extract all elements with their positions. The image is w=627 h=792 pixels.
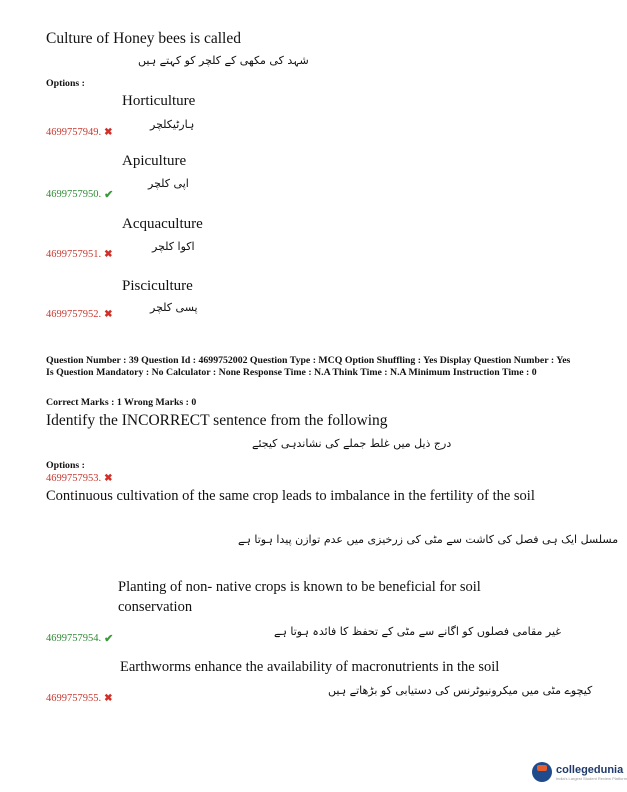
option-text: Pisciculture [122,278,193,294]
marks-info: Correct Marks : 1 Wrong Marks : 0 [46,397,197,408]
option-id-number: 4699757951. [46,249,102,260]
option-id [46,249,113,260]
option-id [46,309,113,320]
question-text: Identify the INCORRECT sentence from the following [46,412,388,429]
option-urdu-text: اپی کلچر [148,177,189,190]
collegedunia-logo[interactable] [532,762,627,782]
options-label: Options : [46,78,85,89]
option-id [46,693,113,704]
option-text: Planting of non- native crops is known to be beneficial for soil conservation [118,579,481,615]
option-id-number: 4699757953. [46,473,102,484]
option-id-number: 4699757955. [46,693,102,704]
option-id [46,188,113,201]
option-text: Earthworms enhance the availability of macronutrients in the soil [120,659,500,675]
option-id-number: 4699757950. [46,189,102,200]
option-urdu-text: پسی کلچر [150,301,198,314]
option-urdu-text: مسلسل ایک ہی فصل کی کاشت سے مٹی کی زرخیزی میں عدم توازن پیدا ہوتا ہے [238,533,619,546]
option-id-number: 4699757954. [46,633,102,644]
wrong-cross-icon: ✖ [104,249,113,260]
question-urdu-text: شہد کی مکھی کے کلچر کو کہتے ہیں [138,54,309,67]
option-text: Horticulture [122,93,196,109]
option-text: Acquaculture [122,216,203,232]
option-urdu-text: اکوا کلچر [152,240,195,253]
question-meta: Question Number : 39 Question Id : 4699752002 Question Type : MCQ Option Shuffling : Yes Display Question Number : Yes Is Question Mandatory : No Calculator : None Response Time : N.A Think Time : N.A Minimum Instruction Time : 0 [46,355,571,378]
option-id [46,127,113,138]
option-id [46,473,113,484]
wrong-cross-icon: ✖ [104,309,113,320]
option-text: Continuous cultivation of the same crop leads to imbalance in the fertility of the soil [46,488,535,504]
correct-check-icon: ✔ [104,633,114,645]
wrong-cross-icon: ✖ [104,693,113,704]
option-urdu-text: ہارٹیکلچر [150,118,195,131]
option-urdu-text: کیچوے مٹی میں میکرونیوٹرنس کی دستیابی کو بڑھاتے ہیں [328,684,593,697]
question-urdu-text: درج ذیل میں غلط جملے کی نشاندہی کیجئے [252,437,452,450]
wrong-cross-icon: ✖ [104,127,113,138]
option-id [46,632,113,645]
wrong-cross-icon: ✖ [104,473,113,484]
option-id-number: 4699757949. [46,127,102,138]
collegedunia-logo-icon [532,762,552,782]
option-id-number: 4699757952. [46,309,102,320]
logo-name: collegedunia [556,763,624,776]
logo-tagline: India's Largest Student Review Platform [556,775,627,781]
correct-check-icon: ✔ [104,189,114,201]
option-text: Apiculture [122,153,187,169]
option-urdu-text: غیر مقامی فصلوں کو اگانے سے مٹی کے تحفظ کا فائدہ ہوتا ہے [274,625,562,638]
options-label: Options : [46,460,85,471]
question-text: Culture of Honey bees is called [46,30,241,47]
